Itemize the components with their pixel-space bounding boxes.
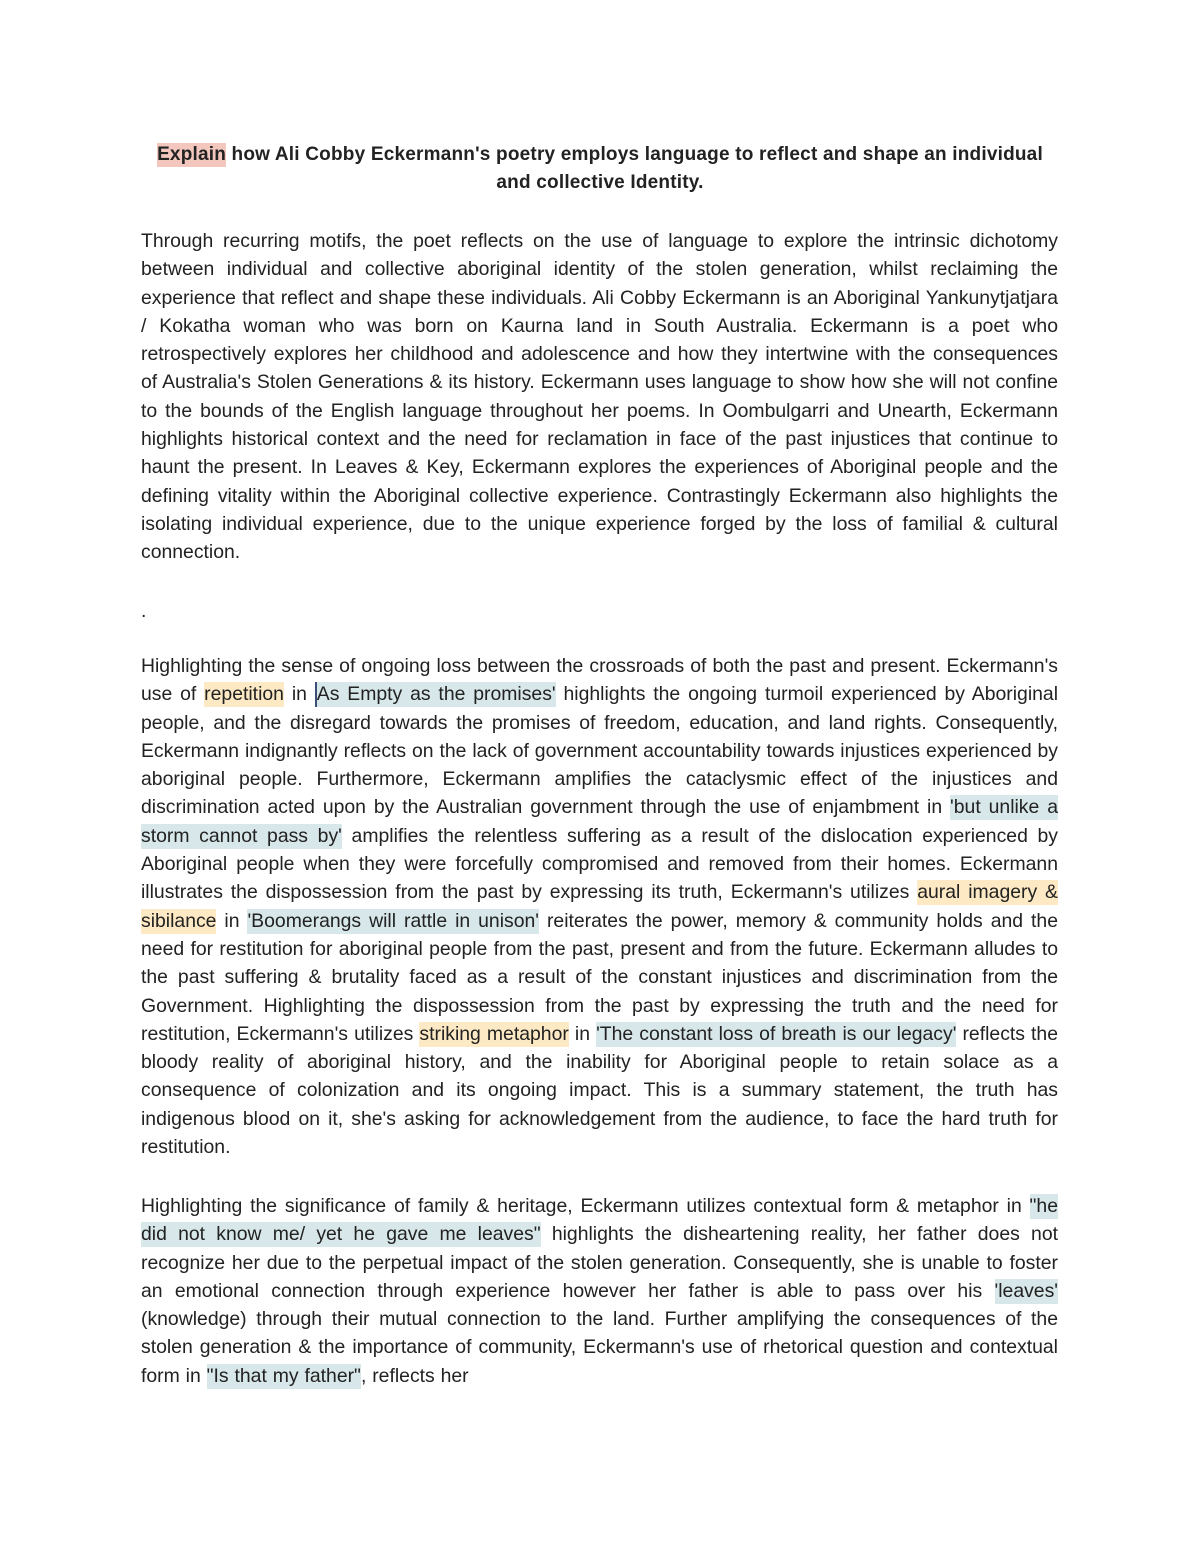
paragraph-text: highlights the ongoing turmoil experienced by Aboriginal people, and the disregard towards the promises of freedom, education, and land rights. Consequently, Eckermann indignantly reflects on the lack of government accountability towards injustices experienced by aboriginal people. Furthermore, Eckermann amplifies the cataclysmic effect of the injustices and discrimination acted upon by the Australian government through the use of enjambment in xyxy=(141,683,1059,819)
paragraph-text: amplifies the relentless suffering as a result of the dislocation experienced by Aboriginal people when they were forcefully compromised and removed from their homes. Eckermann illustrates the dispossession from the past by expressing its truth, Eckermann's utilizes xyxy=(141,824,1059,904)
body-paragraph-1 xyxy=(141,652,1058,1161)
paragraph-text: Highlighting the sense of ongoing loss between the crossroads of both the past and present. Eckermann's use of xyxy=(141,655,1058,706)
paragraph-text: in xyxy=(283,683,315,706)
technique-highlight: striking metaphor xyxy=(419,1022,569,1045)
paragraph-text: (knowledge) through their mutual connection to the land. Further amplifying the consequences of the stolen generation & the importance of community, Eckermann's use of rhetorical question and contextual form in xyxy=(141,1308,1058,1387)
quote-highlight: "he did not know me/ yet he gave me leaves" xyxy=(141,1195,1058,1246)
paragraph-text: reiterates the power, memory & community holds and the need for restitution for aboriginal people from the past, present and from the future. Eckermann alludes to the past suffering & brutality faced as a result of the constant injustices and discrimination from the Government. Highlighting the dispossession from the past by expressing the truth and the need for restitution, Eckermann's utilizes xyxy=(141,909,1058,1045)
explain-highlight: Explain xyxy=(157,144,227,165)
quote-highlight: 'but unlike a storm cannot pass by' xyxy=(141,796,1058,847)
paragraph-text: , reflects her xyxy=(360,1364,469,1387)
body-paragraph-2 xyxy=(141,1192,1058,1390)
quote-highlight: 'The constant loss of breath is our legacy' xyxy=(596,1022,957,1045)
paragraph-text: in xyxy=(216,909,248,932)
paragraph-text: Highlighting the significance of family & heritage, Eckermann utilizes contextual form & metaphor in xyxy=(141,1195,1030,1217)
paragraph-text: in xyxy=(568,1022,597,1045)
paragraph-text: highlights the disheartening reality, her father does not recognize her due to the perpetual impact of the stolen generation. Consequently, she is unable to foster an emotional connection through experience however her father is able to pass over his xyxy=(141,1223,1058,1302)
technique-highlight: aural imagery & sibilance xyxy=(141,881,1058,932)
quote-highlight: As Empty as the promises' xyxy=(316,683,556,706)
quote-highlight: 'leaves' xyxy=(994,1279,1058,1302)
quote-highlight: "Is that my father" xyxy=(206,1364,361,1387)
paragraph-text: reflects the bloody reality of aboriginal history, and the inability for Aboriginal people to retain solace as a consequence of colonization and its ongoing impact. This is a summary statement, the truth has indigenous blood on it, she's asking for acknowledgement from the audience, to face the hard truth for restitution. xyxy=(141,1022,1059,1159)
quote-highlight: 'Boomerangs will rattle in unison' xyxy=(247,909,539,932)
essay-question-title xyxy=(140,141,1060,197)
technique-highlight: repetition xyxy=(204,683,284,706)
title-text: how Ali Cobby Eckermann's poetry employs language to reflect and shape an individual and collective Identity. xyxy=(226,144,1043,193)
introduction-paragraph: Through recurring motifs, the poet reflects on the use of language to explore the intrinsic dichotomy between individual and collective aboriginal identity of the stolen generation, whilst reclaiming the experience that reflect and shape these individuals. Ali Cobby Eckermann is an Aboriginal Yankunytjatjara / Kokatha woman who was born on Kaurna land in South Australia. Eckermann is a poet who retrospectively explores her childhood and adolescence and how they intertwine with the consequences of Australia's Stolen Generations & its history. Eckermann uses language to show how she will not confine to the bounds of the English language throughout her poems. In Oombulgarri and Unearth, Eckermann highlights historical context and the need for reclamation in face of the past injustices that continue to haunt the present. In Leaves & Key, Eckermann explores the experiences of Aboriginal people and the defining vitality within the Aboriginal collective experience. Contrastingly Eckermann also highlights the isolating individual experience, due to the unique experience forged by the loss of familial & cultural connection. xyxy=(141,230,1058,564)
paragraph-separator: . xyxy=(141,600,147,622)
